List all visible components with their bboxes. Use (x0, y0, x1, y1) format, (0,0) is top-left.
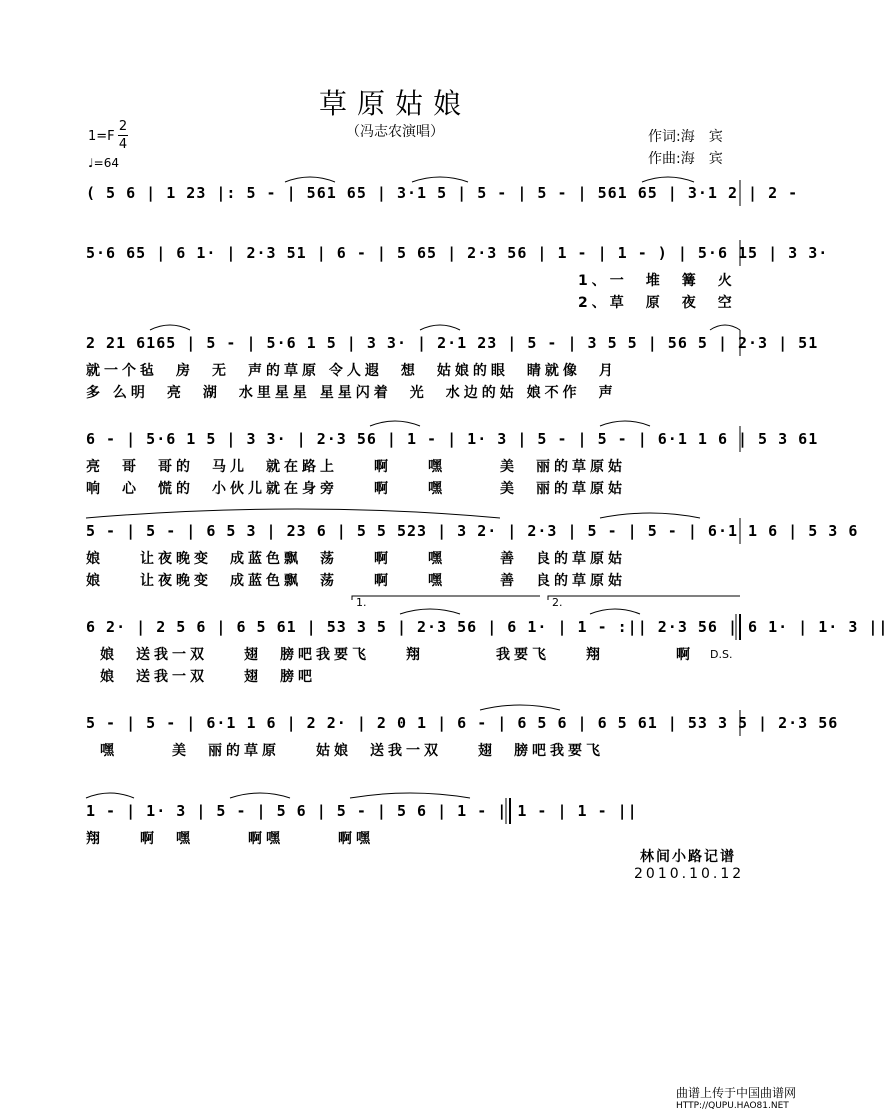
transcription-date: 2010.10.12 (634, 866, 745, 882)
score-row-8: 1 - | 1· 3 | 5 - | 5 6 | 5 - | 5 6 | 1 - | 1 - | 1 - || (86, 802, 638, 820)
page-title: 草原姑娘 (318, 87, 471, 120)
lyric-row-5-verse-1: 娘 让夜晚变 成蓝色飘 荡 啊 嘿 善 良的草原姑 (86, 551, 626, 567)
score-row-4: 6 - | 5·6 1 5 | 3 3· | 2·3 56 | 1 - | 1· 3 | 5 - | 5 - | 6·1 1 6 | 5 3 61 (86, 430, 819, 448)
score-row-7: 5 - | 5 - | 6·1 1 6 | 2 2· | 2 0 1 | 6 - | 6 5 6 | 6 5 61 | 53 3 5 | 2·3 56 (86, 714, 839, 732)
singer-credit: （冯志农演唱） (346, 124, 444, 140)
source-url: HTTP://QUPU.HAO81.NET (676, 1101, 789, 1111)
slur (590, 609, 640, 614)
volta-1-bracket (352, 596, 540, 600)
lyric-row-2-verse-2: 2、草 原 夜 空 (578, 295, 736, 311)
lyric-row-5-verse-2: 娘 让夜晚变 成蓝色飘 荡 啊 嘿 善 良的草原姑 (86, 573, 626, 589)
slur (600, 421, 650, 426)
lyric-row-8: 翔 啊 嘿 啊嘿 啊嘿 (86, 831, 374, 847)
volta-1-label: 1. (356, 596, 367, 609)
slur (86, 509, 500, 518)
slur (710, 325, 740, 330)
slur (400, 609, 460, 614)
slur (412, 177, 468, 182)
score-row-5: 5 - | 5 - | 6 5 3 | 23 6 | 5 5 523 | 3 2· | 2·3 | 5 - | 5 - | 6·1 1 6 | 5 3 6 (86, 522, 859, 540)
lyric-row-6-verse-1: 娘 送我一双 翅 膀吧我要飞 翔 我要飞 翔 啊 (100, 647, 694, 663)
composer: 作曲:海 宾 (648, 151, 723, 167)
lyric-row-3-verse-2: 多 么明 亮 湖 水里星星 星星闪着 光 水边的姑 娘不作 声 (86, 385, 617, 401)
lyricist: 作词:海 宾 (648, 129, 723, 145)
volta-2-label: 2. (552, 596, 563, 609)
slur (480, 705, 560, 710)
dal-segno-marking: D.S. (710, 648, 733, 661)
volta-2-bracket (548, 596, 740, 600)
lyric-row-6-verse-2: 娘 送我一双 翅 膀吧 (100, 669, 316, 685)
time-signature-top: 2 (118, 119, 128, 134)
slur (370, 421, 420, 426)
lyric-row-4-verse-1: 亮 哥 哥的 马儿 就在路上 啊 嘿 美 丽的草原姑 (86, 459, 626, 475)
slur (150, 325, 190, 330)
slur (285, 177, 335, 182)
key-signature: 1=F (88, 129, 115, 144)
score-row-6: 6 2· | 2 5 6 | 6 5 61 | 53 3 5 | 2·3 56 | 6 1· | 1 - :|| 2·3 56 | 6 1· | 1· 3 || (86, 618, 888, 636)
source-site: 曲谱上传于中国曲谱网 (676, 1086, 797, 1100)
lyric-row-3-verse-1: 就一个毡 房 无 声的草原 令人遐 想 姑娘的眼 睛就像 月 (86, 363, 617, 379)
slur (420, 325, 460, 330)
time-signature-bottom: 4 (118, 137, 128, 152)
lyric-row-2-verse-1: 1、一 堆 篝 火 (578, 273, 736, 289)
tempo-marking: ♩=64 (88, 156, 119, 170)
slur (350, 793, 470, 798)
transcriber-credit: 林间小路记谱 (640, 849, 736, 865)
slur (600, 513, 700, 518)
score-row-2: 5·6 65 | 6 1· | 2·3 51 | 6 - | 5 65 | 2·3 56 | 1 - | 1 - ) | 5·6 15 | 3 3· (86, 244, 829, 262)
lyric-row-7: 嘿 美 丽的草原 姑娘 送我一双 翅 膀吧我要飞 (100, 743, 604, 759)
slur (642, 177, 694, 182)
score-row-1: ( 5 6 | 1 23 |: 5 - | 561 65 | 3·1 5 | 5 - | 5 - | 561 65 | 3·1 2 | 2 - (86, 184, 799, 202)
score-row-3: 2 21 6165 | 5 - | 5·6 1 5 | 3 3· | 2·1 23 | 5 - | 3 5 5 | 56 5 | 2·3 | 51 (86, 334, 819, 352)
slur (86, 793, 134, 798)
lyric-row-4-verse-2: 响 心 慌的 小伙儿就在身旁 啊 嘿 美 丽的草原姑 (86, 481, 626, 497)
slur (230, 793, 290, 798)
